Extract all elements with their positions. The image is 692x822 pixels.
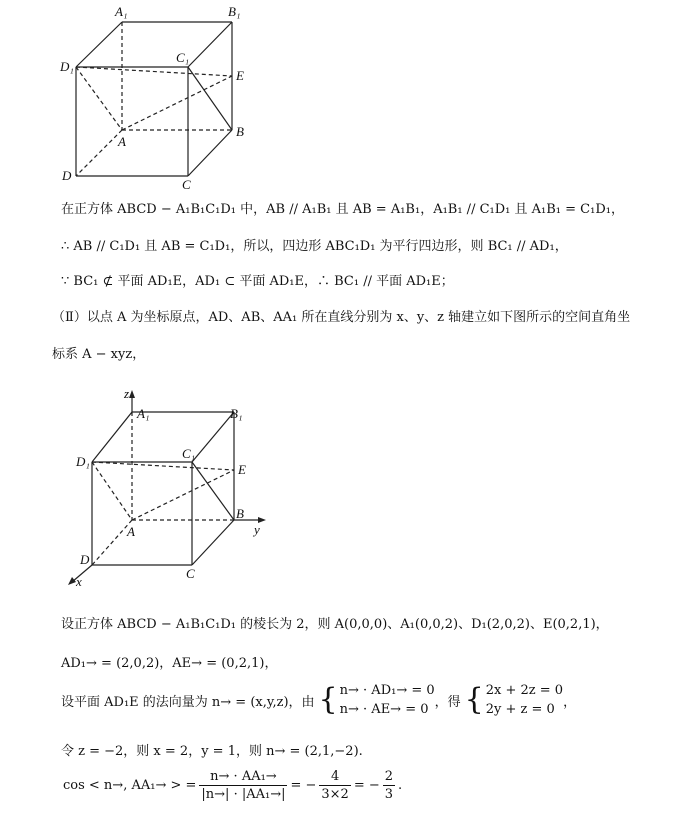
label-a1: A₁ [137,406,150,421]
fraction3-numerator: 2 [384,769,394,784]
label-a: A [118,134,126,149]
fraction2-numerator: 4 [330,769,340,784]
fraction3-denominator: 3 [384,787,394,802]
fraction-2 [319,768,350,803]
cos-lhs: cos < n→, AA₁→ > = [63,778,197,793]
label-d1: D₁ [60,59,74,74]
text-line-3: ∵ BC₁ ⊄ 平面 AD₁E，AD₁ ⊂ 平面 AD₁E，∴ BC₁ // 平面 AD₁E； [61,274,454,289]
label-c1: C₁ [176,50,190,65]
text-line-2: ∴ AB // C₁D₁ 且 AB = C₁D₁，所以，四边形 ABC₁D₁ 为平行四边形，则 BC₁ // AD₁， [61,239,568,254]
label-b1: B₁ [230,406,243,421]
text-line-6: 设正方体 ABCD − A₁B₁C₁D₁ 的棱长为 2，则 A(0,0,0)、A₁(0,0,2)、D₁(2,0,2)、E(0,2,1)， [61,617,609,632]
label-x: x [76,574,82,589]
text-line-5: 标系 A − xyz， [52,347,146,362]
label-b: B [236,124,244,139]
system2-eq1: 2x + 2z = 0 [485,683,564,698]
text-comma: ， [563,694,577,710]
text-de: ，得 [434,694,461,710]
label-c1: C₁ [182,446,196,461]
normal-vector-line [61,680,576,720]
label-y: y [254,522,260,537]
label-d: D [80,552,90,567]
label-b1: B₁ [228,4,241,19]
label-d: D [62,168,72,183]
system-1 [340,681,435,719]
equals-minus-1: = − [290,778,317,793]
fraction-3 [383,768,395,803]
brace-1: { [318,682,338,717]
label-c: C [186,566,195,581]
text-line-4: （Ⅱ）以点 A 为坐标原点，AD、AB、AA₁ 所在直线分别为 x、y、z 轴建立如下图所示的空间直角坐 [52,310,631,325]
brace-2: { [464,682,484,717]
cube-figure-1 [0,0,300,190]
text-line-9: 令 z = −2，则 x = 2，y = 1，则 n→ = (2,1,−2). [61,744,363,759]
system1-eq1: n→ · AD₁→ = 0 [339,683,435,698]
system2-eq2: 2y + z = 0 [485,702,555,717]
system-2 [486,681,563,719]
label-a1: A₁ [115,4,128,19]
label-a: A [127,524,135,539]
period: . [398,778,403,793]
label-e: E [236,68,244,83]
cos-line [63,768,402,803]
normal-vector-setup: 设平面 AD₁E 的法向量为 n→ = (x,y,z)，由 [61,694,315,710]
label-e: E [238,462,246,477]
label-b: B [236,506,244,521]
label-c: C [182,177,191,190]
fraction1-denominator: |n→| · |AA₁→| [201,787,286,802]
fraction1-numerator: n→ · AA₁→ [210,769,277,784]
system1-eq2: n→ · AE→ = 0 [339,702,429,717]
fraction-1 [199,768,287,803]
text-line-7: AD₁→ = (2,0,2)，AE→ = (0,2,1)， [61,656,278,671]
cube-figure-2 [0,380,300,590]
text-line-1: 在正方体 ABCD − A₁B₁C₁D₁ 中，AB // A₁B₁ 且 AB = A₁B₁，A₁B₁ // C₁D₁ 且 A₁B₁ = C₁D₁， [61,202,624,217]
label-z: z [124,386,130,401]
label-d1: D₁ [76,454,90,469]
equals-minus-2: = − [353,778,380,793]
fraction2-denominator: 3×2 [321,787,349,802]
